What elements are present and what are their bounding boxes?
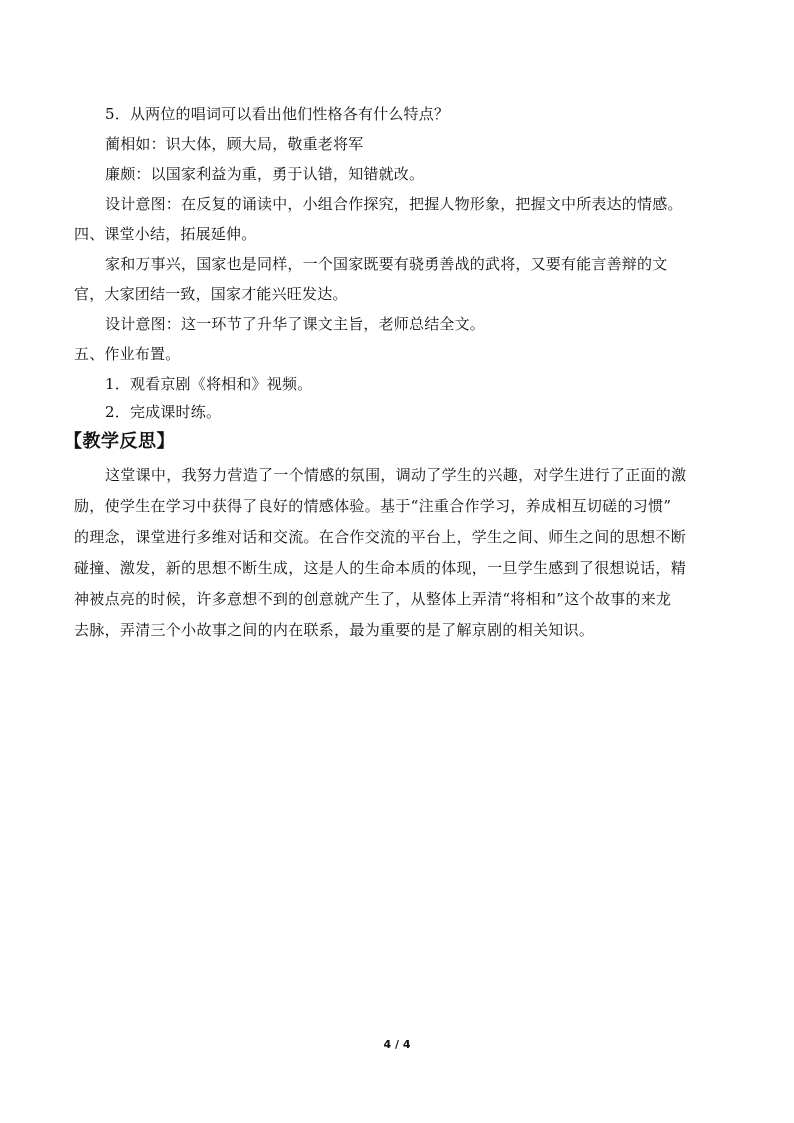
section-4-heading: 四、课堂小结，拓展延伸。 (74, 225, 257, 243)
page-number: 4 / 4 (383, 1038, 411, 1051)
reflection-line: 神被点亮的时候，许多意想不到的创意就产生了，从整体上弄清“将相和”这个故事的来龙 (74, 590, 672, 608)
homework-item-1: 1．观看京剧《将相和》视频。 (105, 375, 313, 393)
reflection-heading: 【教学反思】 (64, 431, 175, 452)
summary-line-1: 家和万事兴，国家也是同样，一个国家既要有骁勇善战的武将，又要有能言善辩的文 (105, 255, 668, 273)
summary-line-2: 官，大家团结一致，国家才能兴旺发达。 (74, 285, 348, 303)
design-intent-1: 设计意图：在反复的诵读中，小组合作探究，把握人物形象，把握文中所表达的情感。 (105, 195, 683, 213)
design-intent-2: 设计意图：这一环节了升华了课文主旨，老师总结全文。 (105, 315, 486, 333)
homework-item-2: 2．完成课时练。 (105, 403, 222, 421)
reflection-line: 的理念，课堂进行多维对话和交流。在合作交流的平台上，学生之间、师生之间的思想不断 (74, 528, 687, 546)
reflection-line: 碰撞、激发，新的思想不断生成，这是人的生命本质的体现，一旦学生感到了很想说话，精 (74, 559, 687, 577)
reflection-line: 去脉，弄清三个小故事之间的内在联系，最为重要的是了解京剧的相关知识。 (74, 621, 595, 639)
lian-po-trait: 廉颇：以国家利益为重，勇于认错，知错就改。 (105, 165, 425, 183)
reflection-line: 励，使学生在学习中获得了良好的情感体验。基于“注重合作学习，养成相互切磋的习惯” (74, 497, 672, 515)
lin-xiangru-trait: 蔺相如：识大体，顾大局，敬重老将军 (105, 135, 364, 153)
section-5-heading: 五、作业布置。 (74, 345, 181, 363)
question-5: 5．从两位的唱词可以看出他们性格各有什么特点？ (105, 105, 450, 123)
reflection-line: 这堂课中，我努力营造了一个情感的氛围，调动了学生的兴趣，对学生进行了正面的激 (105, 466, 687, 484)
